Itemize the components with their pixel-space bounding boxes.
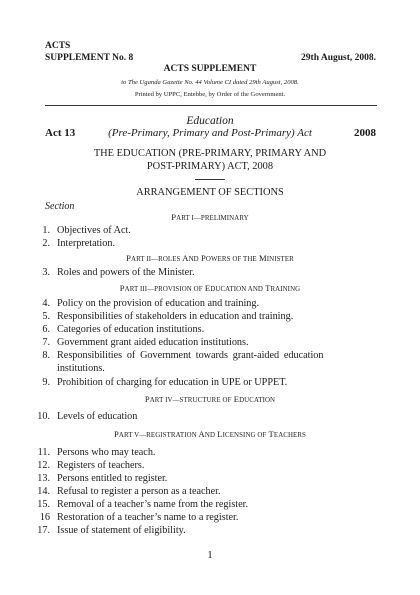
header-acts-supplement: ACTS SUPPLEMENT [163,64,257,74]
page-number: 1 [207,549,213,561]
section-number: 7. [42,337,50,348]
section-number: 5. [42,311,50,322]
section-number: 4. [42,298,50,309]
header-supplement-no: SUPPLEMENT No. 8 [45,53,134,63]
running-title-line1: Education [186,115,234,127]
section-number: 9. [42,377,50,388]
section-title[interactable]: Removal of a teacher’s name from the register. [57,499,249,510]
section-title[interactable]: Policy on the provision of education and training. [57,298,260,309]
section-number: 1. [42,225,50,236]
section-title[interactable]: Registers of teachers. [57,460,145,471]
section-number: 10. [37,411,50,422]
section-title-continued[interactable]: institutions. [57,363,105,374]
section-label: Section [45,201,75,212]
section-title[interactable]: Government grant aided education institutions. [57,337,249,348]
act-title-line1: THE EDUCATION (PRE-PRIMARY, PRIMARY AND [93,148,327,159]
section-title[interactable]: Responsibilities of stakeholders in education and training. [57,311,294,322]
section-number: 13. [37,473,50,484]
section-title[interactable]: Issue of statement of eligibility. [57,525,186,536]
section-title[interactable]: Persons entitled to register. [57,473,168,484]
section-number: 17. [37,525,50,536]
section-title[interactable]: Interpretation. [57,238,115,249]
section-number: 12. [37,460,50,471]
section-title[interactable]: Restoration of a teacher’s name to a register. [57,512,239,523]
header-gazette-line: to The Uganda Gazette No. 44 Volume CI dated 29th August, 2008. [121,79,299,86]
header-printer-line: Printed by UPPC, Entebbe, by Order of the Government. [134,91,286,98]
section-number: 2. [42,238,50,249]
section-title[interactable]: Refusal to register a person as a teacher. [57,486,221,497]
header-acts: ACTS [45,41,71,51]
arrangement-heading: ARRANGEMENT OF SECTIONS [136,187,284,198]
running-title-line2: (Pre-Primary, Primary and Post-Primary) Act [108,127,312,139]
act-year: 2008 [354,127,376,139]
section-title[interactable]: Roles and powers of the Minister. [57,267,195,278]
section-title[interactable]: Categories of education institutions. [57,324,205,335]
act-title-line2: POST-PRIMARY) ACT, 2008 [146,161,274,172]
section-title[interactable]: Objectives of Act. [57,225,131,236]
section-number: 6. [42,324,50,335]
section-number: 14. [37,486,50,497]
section-number: 16 [39,512,50,523]
part-2-heading: PART II—ROLES AND POWERS OF THE MINISTER [126,253,294,263]
part-3-heading: PART III—PROVISION OF EDUCATION AND TRAINING [119,283,301,293]
section-number: 8. [42,350,50,361]
part-5-heading: PART V—REGISTRATION AND LICENSING OF TEACHERS [113,429,306,439]
section-title[interactable]: Prohibition of charging for education in UPE or UPPET. [57,377,288,388]
act-number: Act 13 [45,127,76,139]
section-title[interactable]: Responsibilities of Government towards grant-aided education [57,350,324,361]
header-rule [45,105,377,106]
part-1-heading: PART I—PRELIMINARY [171,212,249,222]
section-title[interactable]: Persons who may teach. [57,447,156,458]
title-divider [195,179,225,180]
part-4-heading: PART IV—STRUCTURE OF EDUCATION [144,394,276,404]
section-title[interactable]: Levels of education [57,411,138,422]
header-date: 29th August, 2008. [301,53,376,63]
section-number: 11. [37,447,50,458]
section-number: 3. [42,267,50,278]
section-number: 15. [37,499,50,510]
